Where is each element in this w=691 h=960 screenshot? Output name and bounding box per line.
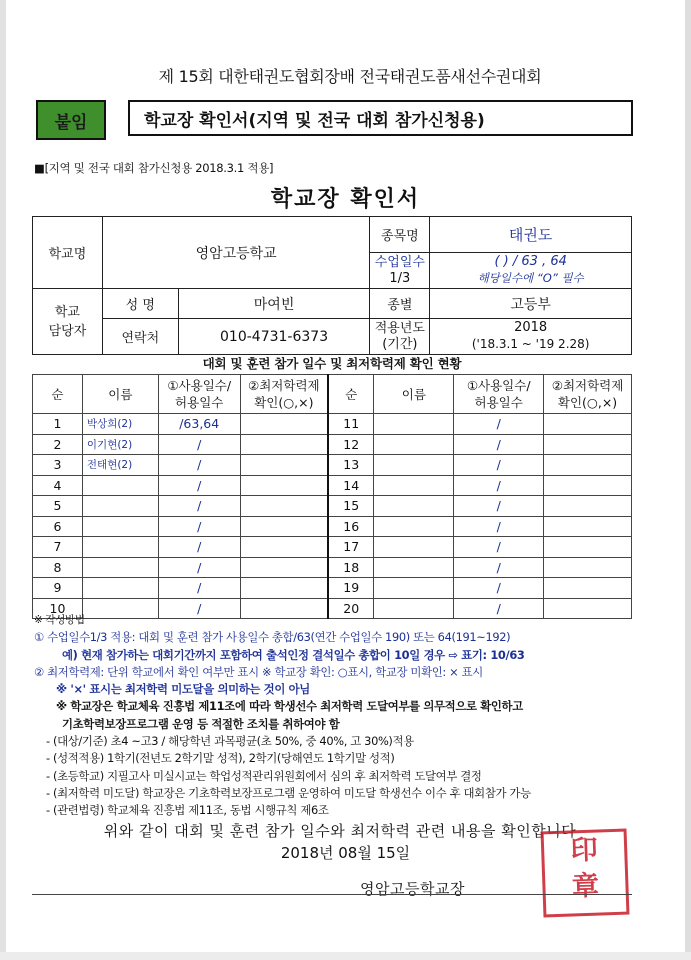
header-name-right: 이름 [374,375,454,414]
cell-right-name [374,414,454,435]
status-row [33,434,632,455]
cell-left-name: 전태현(2) [82,455,158,476]
cell-left-no: 4 [33,475,83,496]
header-grade-right-2: 확인(○,×) [557,395,618,410]
cell-left-no: 10 [33,598,83,619]
note-line: - (성적적용) 1학기(전년도 2학기말 성적), 2학기(당해연도 1학기말 성적) [46,751,395,766]
note-line: 기초학력보장프로그램 운영 등 적절한 조치를 취하여야 함 [62,716,340,731]
header-box-title: 학교장 확인서(지역 및 전국 대회 참가신청용) [128,100,633,136]
cell-right-no: 19 [328,578,374,599]
cell-right-days: / [454,578,544,599]
header-days-right [454,375,544,414]
cell-right-grade [544,475,632,496]
status-table [32,374,632,619]
header-no-right: 순 [328,375,374,414]
cell-left-grade [240,414,328,435]
note-line: - (대상/기준) 초4 ~고3 / 해당학년 과목평균(초 50%, 중 40%, 고 30%)적용 [46,734,414,749]
event-label: 종목명 [370,217,430,253]
cell-right-name [374,537,454,558]
note-line: ※ 학교장은 학교체육 진흥법 제11조에 따라 학생선수 최저학력 도달여부를 의무적으로 확인하고 [56,699,523,714]
status-row [33,578,632,599]
cell-left-grade [240,578,328,599]
cell-left-no: 1 [33,414,83,435]
cell-right-no: 14 [328,475,374,496]
status-row [33,557,632,578]
cell-left-grade [240,496,328,517]
cell-left-days: / [158,598,240,619]
cell-right-days: / [454,475,544,496]
cell-left-grade [240,557,328,578]
note-line: - (초등학교) 지필고사 미실시교는 학업성적관리위원회에서 심의 후 최저학력 도달여부 결정 [46,768,482,783]
cell-left-days: / [158,557,240,578]
cell-right-name [374,516,454,537]
header-days-right-2: 허용일수 [474,395,523,410]
cell-left-days: / [158,434,240,455]
school-info-table [32,216,632,355]
cell-right-days: / [454,557,544,578]
cell-left-name [82,475,158,496]
status-row [33,516,632,537]
form-note: ■[지역 및 전국 대회 참가신청용 2018.3.1 적용] [34,161,274,175]
header-days-left [158,375,240,414]
cell-right-name [374,496,454,517]
cell-left-days: / [158,578,240,599]
principal-signature-line: 영암고등학교장 [360,880,465,898]
note-heading: ※ 작성방법 [34,614,85,626]
classdays-label-2: 1/3 [389,270,411,286]
cell-left-no: 6 [33,516,83,537]
cell-right-days: / [454,537,544,558]
name-value: 마여빈 [178,289,370,319]
bottom-rule [32,894,632,895]
cell-right-no: 18 [328,557,374,578]
name-label: 성 명 [102,289,178,319]
cell-left-no: 9 [33,578,83,599]
note-line: 예) 현재 참가하는 대회기간까지 포함하여 출석인정 결석일수 총합이 10일 경우 ⇨ 표기: 10/63 [62,647,525,662]
cell-right-grade [544,516,632,537]
document-date: 2018년 08월 15일 [280,844,411,862]
cell-left-name [82,578,158,599]
classdays-days: ( ) / 63 , 64 [494,254,567,269]
cell-right-days: / [454,455,544,476]
year-value-2: ('18.3.1 ~ '19 2.28) [471,337,590,351]
manager-label [33,289,103,355]
cell-right-no: 15 [328,496,374,517]
header-days-left-2: 허용일수 [175,395,224,410]
event-value: 태권도 [430,217,632,253]
classdays-label [370,253,430,289]
header-no-left: 순 [33,375,83,414]
confirmation-statement: 위와 같이 대회 및 훈련 참가 일수와 최저학력 관련 내용을 확인합니다 [103,822,577,840]
header-grade-left [240,375,328,414]
cell-left-grade [240,434,328,455]
cell-left-no: 8 [33,557,83,578]
document-title: 학교장 확인서 [270,187,421,212]
division-label: 종별 [370,289,430,319]
division-value: 고등부 [430,289,632,319]
scan-edge-left [0,0,6,960]
cell-left-name: 이기현(2) [82,434,158,455]
cell-right-no: 16 [328,516,374,537]
year-label [370,319,430,355]
event-title: 제 15회 대한태권도협회장배 전국태권도품새선수권대회 [158,67,542,86]
cell-right-days: / [454,414,544,435]
cell-right-no: 12 [328,434,374,455]
cell-right-days: / [454,496,544,517]
year-value [430,319,632,355]
attachment-badge: 붙임 [36,100,106,140]
cell-left-days: / [158,455,240,476]
scan-edge-right [685,0,691,960]
status-title: 대회 및 훈련 참가 일수 및 최저학력제 확인 현황 [202,356,462,371]
school-label: 학교명 [33,217,103,289]
contact-value: 010-4731-6373 [178,319,370,355]
cell-left-grade [240,475,328,496]
status-row [33,455,632,476]
classdays-value [430,253,632,289]
cell-right-no: 20 [328,598,374,619]
cell-right-grade [544,434,632,455]
cell-left-no: 5 [33,496,83,517]
cell-right-name [374,434,454,455]
cell-right-name [374,578,454,599]
year-label-2: (기간) [382,336,418,352]
cell-left-grade [240,537,328,558]
cell-left-no: 2 [33,434,83,455]
year-label-1: 적용년도 [374,320,425,336]
status-row [33,414,632,435]
cell-right-grade [544,557,632,578]
cell-right-name [374,475,454,496]
cell-left-no: 7 [33,537,83,558]
cell-right-days: / [454,434,544,455]
header-name-left: 이름 [82,375,158,414]
cell-right-grade [544,496,632,517]
cell-right-name [374,455,454,476]
cell-left-no: 3 [33,455,83,476]
note-line: ① 수업일수1/3 적용: 대회 및 훈련 참가 사용일수 총합/63(연간 수업일수 190) 또는 64(191~192) [34,630,511,645]
header-grade-right-1: ②최저학력제 [551,378,624,393]
status-row [33,475,632,496]
cell-left-days: / [158,496,240,517]
cell-left-name: 박상희(2) [82,414,158,435]
contact-label: 연락처 [102,319,178,355]
cell-right-grade [544,537,632,558]
cell-right-name [374,557,454,578]
note-line: ※ '×' 표시는 최저학력 미도달을 의미하는 것이 아님 [56,682,310,697]
cell-left-days: / [158,475,240,496]
note-line: - (최저학력 미도달) 학교장은 기초학력보장프로그램 운영하여 미도달 학생선수 이수 후 대회참가 가능 [46,785,531,800]
cell-left-grade [240,516,328,537]
header-grade-left-2: 확인(○,×) [254,395,314,410]
cell-left-days: /63,64 [158,414,240,435]
cell-left-grade [240,455,328,476]
manager-label-1: 학교 [54,304,80,320]
cell-right-no: 17 [328,537,374,558]
header-grade-left-1: ②최저학력제 [248,378,320,393]
school-seal-stamp: 印 章 [541,829,630,918]
cell-right-no: 13 [328,455,374,476]
status-row [33,496,632,517]
manager-label-2: 담당자 [48,323,87,339]
cell-right-grade [544,414,632,435]
classdays-note: 해당일수에 “O” 필수 [477,271,584,285]
cell-right-grade [544,578,632,599]
year-value-1: 2018 [514,320,548,335]
note-line: ② 최저학력제: 단위 학교에서 확인 여부만 표시 ※ 학교장 확인: ○표시, 학교장 미확인: × 표시 [34,664,483,679]
note-line: - (관련법령) 학교체육 진흥법 제11조, 동법 시행규칙 제6조 [46,803,329,818]
cell-left-name [82,516,158,537]
cell-right-grade [544,455,632,476]
cell-left-days: / [158,516,240,537]
classdays-label-1: 수업일수 [374,254,425,270]
writing-guide [34,612,644,820]
school-value: 영암고등학교 [102,217,370,289]
cell-left-name [82,557,158,578]
cell-left-days: / [158,537,240,558]
cell-right-no: 11 [328,414,374,435]
cell-left-name [82,496,158,517]
header-days-left-1: ①사용일수/ [167,378,232,393]
header-grade-right [544,375,632,414]
scan-edge-bottom [0,952,691,960]
cell-right-days: / [454,598,544,619]
header-days-right-1: ①사용일수/ [466,378,531,393]
cell-left-name [82,537,158,558]
status-row [33,537,632,558]
cell-right-days: / [454,516,544,537]
